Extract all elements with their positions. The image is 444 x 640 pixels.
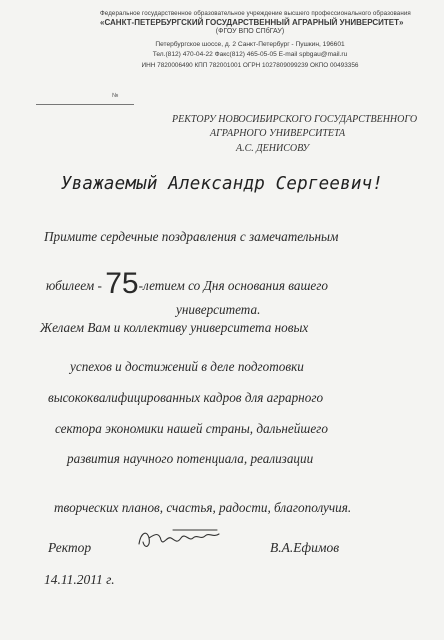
letterhead-registration-codes: ИНН 7820006490 КПП 782001001 ОГРН 1027809099239 ОКПО 00493356 bbox=[141, 62, 359, 69]
addressee-line-1: РЕКТОРУ НОВОСИБИРСКОГО ГОСУДАРСТВЕННОГО bbox=[172, 114, 418, 125]
body-line-2-end: -летием со Дня основания вашего bbox=[138, 278, 329, 293]
letterhead-university-name: «САНКТ-ПЕТЕРБУРГСКИЙ ГОСУДАРСТВЕННЫЙ АГРАРНЫЙ УНИВЕРСИТЕТ» bbox=[100, 18, 404, 27]
signatory-name: В.А.Ефимов bbox=[270, 540, 340, 555]
handwritten-signature bbox=[133, 524, 225, 554]
greeting: Уважаемый Александр Сергеевич! bbox=[60, 174, 384, 194]
body-line-4: Желаем Вам и коллективу университета новых bbox=[40, 320, 309, 335]
letterhead-contacts: Тел.(812) 470-04-22 Факс(812) 465-05-05 E-mail spbgau@mail.ru bbox=[152, 51, 348, 58]
body-line-1: Примите сердечные поздравления с замечательным bbox=[44, 229, 339, 244]
letter-date: 14.11.2011 г. bbox=[44, 572, 115, 587]
letter-number-line bbox=[36, 104, 134, 105]
body-line-8: развития научного потенциала, реализации bbox=[67, 451, 314, 466]
body-line-6: высококвалифицированных кадров для аграрного bbox=[48, 390, 324, 405]
addressee-line-3: А.С. ДЕНИСОВУ bbox=[236, 143, 310, 154]
body-line-3: университета. bbox=[176, 302, 261, 317]
letter-number-mark: № bbox=[112, 93, 119, 99]
signatory-title: Ректор bbox=[48, 540, 92, 555]
body-line-9: творческих планов, счастья, радости, благополучия. bbox=[54, 500, 352, 515]
body-line-7: сектора экономики нашей страны, дальнейшего bbox=[55, 421, 328, 436]
letterhead-org-type: Федеральное государственное образовательное учреждение высшего профессионального образования bbox=[100, 10, 411, 17]
letterhead-abbreviation: (ФГОУ ВПО СПбГАУ) bbox=[215, 28, 285, 35]
letterhead bbox=[100, 10, 411, 69]
body-line-5: успехов и достижений в деле подготовки bbox=[70, 359, 304, 374]
body-line-2 bbox=[46, 264, 328, 298]
body-line-2-start: юбилеем - bbox=[46, 278, 106, 293]
letterhead-address: Петербургское шоссе, д. 2 Санкт-Петербург - Пушкин, 196601 bbox=[155, 41, 345, 48]
anniversary-number: 75 bbox=[105, 267, 139, 300]
addressee-line-2: АГРАРНОГО УНИВЕРСИТЕТА bbox=[210, 128, 346, 139]
